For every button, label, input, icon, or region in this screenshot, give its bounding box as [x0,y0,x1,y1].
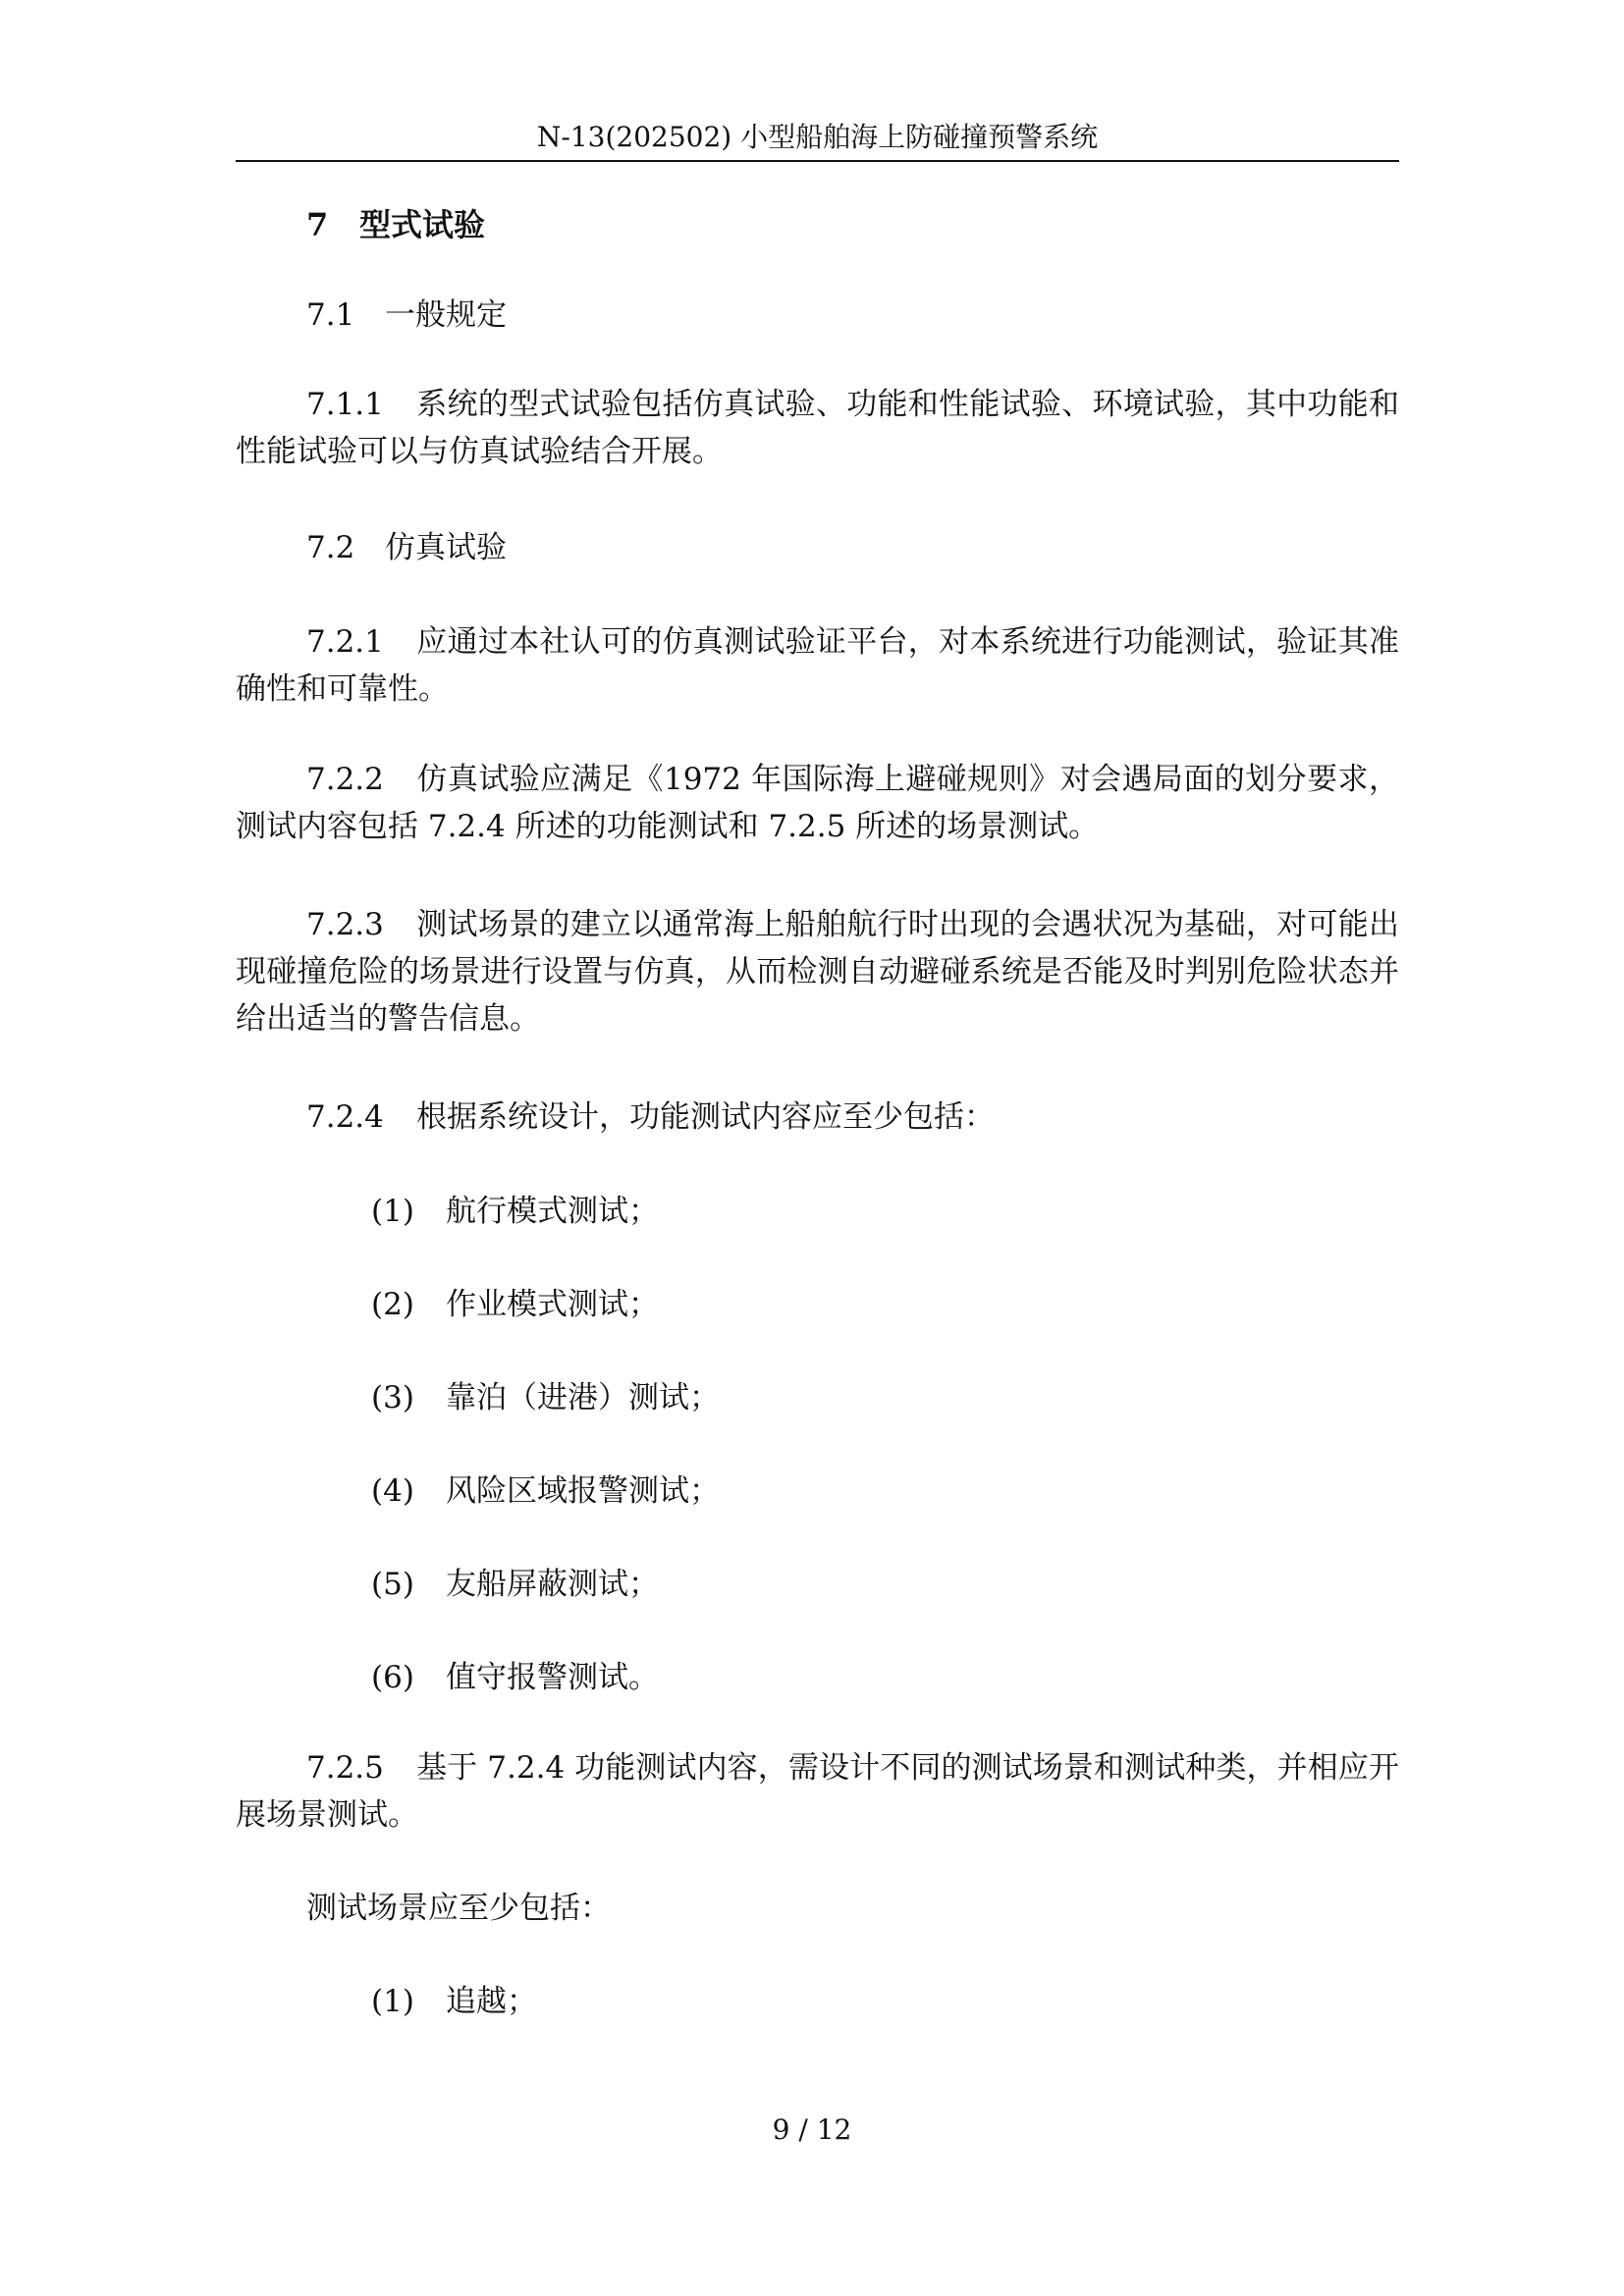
list-item-number: (1) [371,1984,414,2019]
list-item-text: 作业模式测试； [446,1287,659,1322]
subsection-number: 7.2 [306,530,355,565]
clause-number: 7.2.2 [306,762,384,797]
list-item-number: (1) [371,1194,414,1229]
section-number: 7 [306,206,329,243]
section-title: 型式试验 [359,206,486,243]
list-item [236,1561,1535,1608]
list-item-text: 靠泊（进港）测试； [446,1380,720,1415]
scenes-intro: 测试场景应至少包括： [306,1891,611,1926]
page-number: 9 / 12 [772,2113,852,2146]
list-item [236,1281,1535,1328]
list-item [236,1978,1535,2025]
clause-number: 7.2.1 [306,624,384,660]
clause-text: 应通过本社认可的仿真测试验证平台，对本系统进行功能测试，验证其准确性和可靠性。 [236,624,1399,707]
clause-7-2-4 [236,1094,1470,1141]
list-item-number: (6) [371,1660,414,1695]
list-item [236,1374,1535,1421]
header-rule [236,160,1399,162]
clause-number: 7.2.3 [306,907,384,942]
running-header: N-13(202502) 小型船舶海上防碰撞预警系统 [536,121,1099,153]
clause-7-2-5 [236,1744,1399,1839]
list-item-number: (3) [371,1380,414,1415]
clause-text: 系统的型式试验包括仿真试验、功能和性能试验、环境试验，其中功能和性能试验可以与仿真试验结合开展。 [236,387,1399,469]
list-item [236,1468,1535,1515]
clause-number: 7.2.4 [306,1099,384,1135]
clause-7-1-1 [236,381,1399,475]
clause-7-2-2 [236,756,1399,850]
list-item-text: 值守报警测试。 [446,1660,659,1695]
subsection-title: 仿真试验 [385,530,507,565]
list-item-text: 风险区域报警测试； [446,1473,720,1509]
list-item-text: 航行模式测试； [446,1194,659,1229]
section-heading-7 [236,201,1470,248]
list-item [236,1188,1535,1235]
clause-number: 7.2.5 [306,1750,384,1786]
clause-7-2-1 [236,618,1399,713]
subsection-title: 一般规定 [385,297,507,333]
list-item-number: (4) [371,1473,414,1509]
clause-number: 7.1.1 [306,387,384,422]
subsection-heading-7-2 [236,524,1470,571]
list-item [236,1654,1535,1701]
subsection-heading-7-1 [236,292,1470,339]
clause-text: 基于 7.2.4 功能测试内容，需设计不同的测试场景和测试种类，并相应开展场景测试。 [236,1750,1399,1833]
subsection-number: 7.1 [306,297,355,333]
clause-text: 根据系统设计，功能测试内容应至少包括： [416,1099,995,1135]
clause-7-2-3 [236,901,1399,1042]
list-item-text: 友船屏蔽测试； [446,1567,659,1602]
clause-text: 测试场景的建立以通常海上船舶航行时出现的会遇状况为基础，对可能出现碰撞危险的场景进行设置与仿真，从而检测自动避碰系统是否能及时判别危险状态并给出适当的警告信息。 [236,907,1399,1037]
list-item-number: (5) [371,1567,414,1602]
list-item-number: (2) [371,1287,414,1322]
clause-text: 仿真试验应满足《1972 年国际海上避碰规则》对会遇局面的划分要求，测试内容包括 7.2.4 所述的功能测试和 7.2.5 所述的场景测试。 [236,762,1399,844]
list-item-text: 追越； [446,1984,537,2019]
